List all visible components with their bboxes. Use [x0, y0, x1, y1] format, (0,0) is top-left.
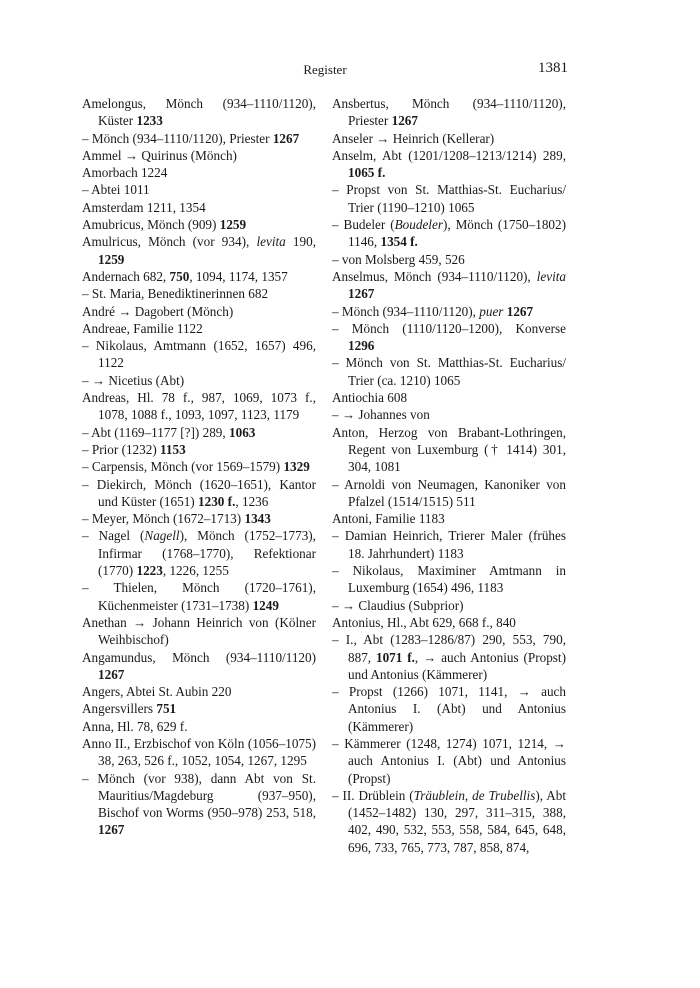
bold-page-ref: 1153 — [160, 441, 186, 457]
entry-text: – Mönch (vor 938), dann Abt von St. Mauritius/Magdeburg (937–950), Bischof von Worms (950–978) 253, 518, — [82, 770, 316, 821]
index-entry — [332, 389, 566, 406]
bold-page-ref: 1354 f. — [380, 234, 418, 250]
bold-page-ref: 750 — [169, 268, 190, 284]
bold-page-ref: 1259 — [98, 251, 125, 267]
bold-page-ref: 1063 — [229, 424, 256, 440]
entry-text: Anselmus, Mönch (934–1110/1120), — [332, 268, 537, 284]
index-entry — [332, 181, 566, 216]
bold-page-ref: 1071 f. — [375, 649, 415, 665]
index-entry — [332, 510, 566, 527]
entry-text: , 1236 — [235, 493, 269, 509]
index-entry — [82, 389, 316, 424]
entry-text: Ammel → Quirinus (Mönch) — [82, 147, 237, 163]
entry-text: Andernach 682, — [82, 268, 170, 284]
index-entry — [82, 476, 316, 511]
entry-text: – II. Drüblein ( — [332, 787, 414, 803]
index-entry — [332, 303, 566, 320]
bold-page-ref: 1223 — [136, 563, 163, 579]
index-entry — [332, 251, 566, 268]
bold-page-ref: 1267 — [348, 286, 375, 302]
entry-text: – Prior (1232) — [82, 441, 161, 457]
entry-text: , → auch Antonius (Propst) und Antonius (Kämmerer) — [348, 649, 566, 682]
index-entry — [332, 631, 566, 683]
bold-page-ref: 1296 — [348, 338, 375, 354]
index-entry — [82, 268, 316, 285]
entry-text: Anselm, Abt (1201/1208–1213/1214) 289, — [332, 147, 566, 163]
entry-text: Angamundus, Mönch (934–1110/1120) — [82, 649, 316, 665]
entry-text: – Abtei 1011 — [82, 182, 150, 198]
entry-text: Ansbertus, Mönch (934–1110/1120), Priester — [332, 96, 566, 129]
entry-text: Andreas, Hl. 78 f., 987, 1069, 1073 f., 1078, 1088 f., 1093, 1097, 1123, 1179 — [82, 390, 316, 423]
index-entry — [82, 718, 316, 735]
index-entry — [82, 164, 316, 181]
entry-text: Anethan → Johann Heinrich von (Kölner Weihbischof) — [82, 614, 316, 648]
bold-page-ref: 1259 — [219, 217, 247, 233]
index-entry — [332, 354, 566, 389]
entry-text: Anno II., Erzbischof von Köln (1056–1075) 38, 263, 526 f., 1052, 1054, 1267, 1295 — [82, 735, 316, 769]
entry-text: – Damian Heinrich, Trierer Maler (frühes 18. Jahrhundert) 1183 — [332, 528, 566, 561]
bold-page-ref: 1233 — [136, 113, 163, 129]
index-entry — [82, 303, 316, 320]
index-entry — [82, 510, 316, 527]
entry-text: Andreae, Familie 1122 — [82, 320, 203, 336]
index-entry — [332, 527, 566, 562]
index-entry — [82, 372, 316, 389]
index-entry — [82, 683, 316, 700]
italic-term: puer — [479, 303, 504, 319]
entry-text: – Mönch von St. Matthias-St. Eucharius/ Trier (ca. 1210) 1065 — [332, 355, 566, 388]
index-entry — [332, 787, 566, 856]
index-entry — [82, 233, 316, 268]
index-entry — [332, 320, 566, 355]
entry-text: – → Nicetius (Abt) — [82, 372, 185, 388]
index-entry — [82, 337, 316, 372]
index-entry — [82, 147, 316, 164]
entry-text: – I., Abt (1283–1286/87) 290, 553, 790, 887, — [332, 632, 566, 665]
entry-text: Angersvillers — [82, 701, 157, 717]
index-entry — [82, 285, 316, 302]
bold-page-ref: 1267 — [272, 130, 300, 146]
entry-text: – Nikolaus, Maximiner Amtmann in Luxemburg (1654) 496, 1183 — [332, 563, 566, 596]
bold-page-ref: 1267 — [391, 113, 418, 129]
bold-page-ref: 1267 — [506, 303, 534, 319]
index-entry — [82, 579, 316, 614]
entry-text: – Thielen, Mönch (1720–1761), Küchenmeister (1731–1738) — [82, 580, 316, 613]
index-entry — [332, 562, 566, 597]
index-entry — [332, 147, 566, 182]
index-entry — [82, 320, 316, 337]
index-entry — [82, 181, 316, 198]
index-entry — [82, 614, 316, 649]
entry-text: – Propst von St. Matthias-St. Eucharius/ Trier (1190–1210) 1065 — [332, 182, 566, 215]
entry-text: Angers, Abtei St. Aubin 220 — [82, 684, 232, 700]
entry-text: , 1094, 1174, 1357 — [189, 268, 288, 284]
index-entry — [82, 700, 316, 717]
bold-page-ref: 751 — [156, 701, 177, 717]
entry-text: Amorbach 1224 — [82, 165, 168, 181]
italic-term: levita — [256, 234, 286, 250]
index-entry — [332, 95, 566, 130]
entry-text: – Meyer, Mönch (1672–1713) — [82, 511, 245, 527]
entry-text: – → Johannes von — [332, 407, 430, 423]
bold-page-ref: 1065 f. — [348, 165, 386, 181]
entry-text: – Diekirch, Mönch (1620–1651), Kantor und Küster (1651) — [82, 476, 316, 509]
entry-text: – Arnoldi von Neumagen, Kanoniker von Pfalzel (1514/1515) 511 — [332, 476, 566, 509]
index-entry — [332, 597, 566, 614]
index-entry — [82, 216, 316, 233]
index-entry — [332, 268, 566, 303]
bold-page-ref: 1267 — [98, 666, 125, 682]
index-entry — [82, 199, 316, 216]
entry-text: ), Mönch (1752–1773), Infirmar (1768–1770), Refektionar (1770) — [98, 528, 316, 579]
index-column-right — [332, 95, 566, 856]
index-entry — [332, 476, 566, 511]
entry-text: – St. Maria, Benediktinerinnen 682 — [82, 286, 269, 302]
entry-text: – von Molsberg 459, 526 — [332, 251, 465, 267]
entry-text: ), Abt (1452–1482) 130, 297, 311–315, 388, 402, 490, 532, 553, 558, 584, 645, 648, 696, 733, 765, 773, 787, 858, 874, — [348, 787, 566, 855]
index-column-left — [82, 95, 316, 839]
entry-text: – Kämmerer (1248, 1274) 1071, 1214, → auch Antonius I. (Abt) und Antonius (Propst) — [332, 735, 566, 786]
index-entry — [82, 130, 316, 147]
bold-page-ref: 1249 — [252, 597, 279, 613]
entry-text: Antoni, Familie 1183 — [332, 511, 445, 527]
index-entry — [82, 649, 316, 684]
entry-text: Antiochia 608 — [332, 390, 408, 406]
entry-text: – Budeler ( — [332, 217, 395, 233]
index-entry — [332, 735, 566, 787]
index-entry — [332, 130, 566, 147]
entry-text: – → Claudius (Subprior) — [332, 597, 464, 613]
entry-text: – Mönch (934–1110/1120), Priester — [82, 130, 273, 146]
entry-text: Antonius, Hl., Abt 629, 668 f., 840 — [332, 614, 516, 630]
bold-page-ref: 1267 — [98, 822, 125, 838]
entry-text: – Nagel ( — [82, 528, 145, 544]
entry-text: Amulricus, Mönch (vor 934), — [82, 234, 257, 250]
entry-text: Anna, Hl. 78, 629 f. — [82, 718, 188, 734]
entry-text: 190, — [285, 234, 316, 250]
index-entry — [332, 683, 566, 735]
entry-text: Anseler → Heinrich (Kellerar) — [332, 130, 495, 146]
italic-term: Nagell — [144, 528, 180, 544]
bold-page-ref: 1230 f. — [198, 493, 236, 509]
index-entry — [332, 424, 566, 476]
running-header — [82, 60, 568, 82]
index-entry — [332, 216, 566, 251]
index-entry — [82, 424, 316, 441]
page-number: 1381 — [538, 60, 568, 76]
index-entry — [82, 770, 316, 839]
running-title: Register — [303, 62, 347, 77]
entry-text: Amubricus, Mönch (909) — [82, 217, 220, 233]
entry-text: Amsterdam 1211, 1354 — [82, 199, 206, 215]
italic-term: Boudeler — [394, 217, 443, 233]
index-entry — [82, 95, 316, 130]
entry-text: – Mönch (1110/1120–1200), Konverse — [332, 320, 566, 336]
index-entry — [82, 735, 316, 770]
entry-text: – Mönch (934–1110/1120), — [332, 303, 480, 319]
entry-text: , 1226, 1255 — [162, 563, 229, 579]
index-entry — [82, 527, 316, 579]
entry-text: – Abt (1169–1177 [?]) 289, — [82, 424, 229, 440]
bold-page-ref: 1329 — [283, 459, 310, 475]
index-entry — [82, 458, 316, 475]
entry-text: Anton, Herzog von Brabant-Lothringen, Regent von Luxemburg († 1414) 301, 304, 1081 — [332, 424, 566, 475]
entry-text: – Nikolaus, Amtmann (1652, 1657) 496, 1122 — [82, 338, 316, 371]
index-entry — [332, 406, 566, 423]
italic-term: Träublein, de Trubellis — [413, 787, 536, 803]
entry-text: – Propst (1266) 1071, 1141, → auch Antonius I. (Abt) und Antonius (Kämmerer) — [332, 684, 566, 734]
italic-term: levita — [536, 268, 566, 284]
entry-text: ), Mönch (1750–1802) 1146, — [348, 217, 566, 250]
entry-text: – Carpensis, Mönch (vor 1569–1579) — [82, 459, 284, 475]
bold-page-ref: 1343 — [244, 511, 271, 527]
entry-text: Amelongus, Mönch (934–1110/1120), Küster — [82, 96, 316, 129]
index-entry — [332, 614, 566, 631]
index-entry — [82, 441, 316, 458]
entry-text: André → Dagobert (Mönch) — [82, 303, 234, 319]
